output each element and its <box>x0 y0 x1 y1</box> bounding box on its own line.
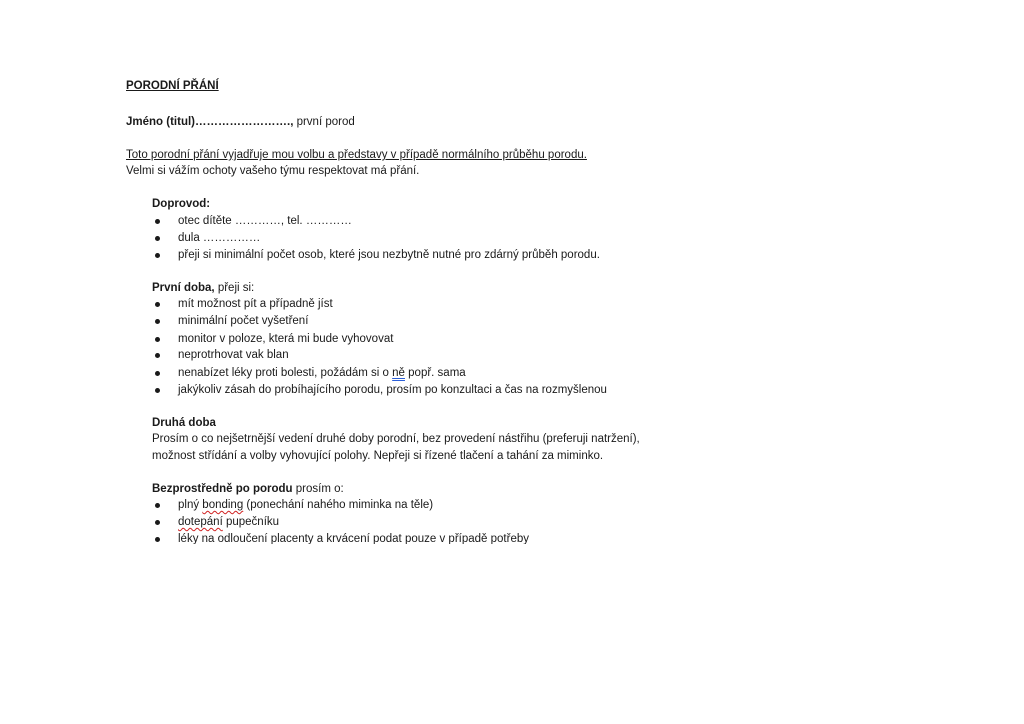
bullet-icon <box>155 503 160 508</box>
bullet-icon <box>155 388 160 393</box>
spelling-flagged-word[interactable]: dotepání <box>178 516 223 528</box>
paragraph-line: Prosím o co nejšetrnější vedení druhé doby porodní, bez provedení nástřihu (preferuji natržení), <box>152 433 640 445</box>
bullet-icon <box>155 253 160 258</box>
list-item-text <box>178 365 466 381</box>
spelling-flagged-word[interactable]: bonding <box>202 499 244 511</box>
intro-line-1: Toto porodní přání vyjadřuje mou volbu a představy v případě normálního průběhu porodu. <box>126 149 587 161</box>
document-title: PORODNÍ PŘÁNÍ <box>126 80 219 92</box>
list-item-text <box>178 497 433 513</box>
bullet-icon <box>155 520 160 525</box>
grammar-flagged-word[interactable]: ně <box>392 367 405 379</box>
text-fragment: pupečníku <box>222 516 280 528</box>
bullet-icon <box>155 302 160 307</box>
section-heading-po-porodu <box>152 481 344 497</box>
bullet-icon <box>155 219 160 224</box>
text-fragment: (ponechání nahého miminka na těle) <box>243 499 434 511</box>
text-fragment: nenabízet léky proti bolesti, požádám si o <box>178 367 393 379</box>
list-item-text: mít možnost pít a případně jíst <box>178 298 333 310</box>
section-heading-bold: Bezprostředně po porodu <box>152 483 293 495</box>
section-heading-bold: První doba, <box>152 282 215 294</box>
text-fragment: popř. sama <box>404 367 466 379</box>
section-heading-prvni-doba <box>152 280 254 296</box>
list-item-text: jakýkoliv zásah do probíhajícího porodu, prosím po konzultaci a čas na rozmyšlenou <box>178 384 607 396</box>
bullet-icon <box>155 337 160 342</box>
list-item-text: dula …………… <box>178 232 261 244</box>
intro-line-2: Velmi si vážím ochoty vašeho týmu respektovat má přání. <box>126 165 420 177</box>
bullet-icon <box>155 371 160 376</box>
list-item-text: monitor v poloze, která mi bude vyhovovat <box>178 333 394 345</box>
list-item-text: otec dítěte …………, tel. ………… <box>178 215 352 227</box>
section-heading-druha-doba: Druhá doba <box>152 417 216 429</box>
text-fragment: plný <box>178 499 203 511</box>
paragraph-line: možnost střídání a volby vyhovující polohy. Nepřeji si řízené tlačení a tahání za miminko. <box>152 450 604 462</box>
document-page <box>126 78 726 544</box>
bullet-icon <box>155 236 160 241</box>
list-item-text: přeji si minimální počet osob, které jsou nezbytně nutné pro zdárný průběh porodu. <box>178 249 600 261</box>
section-heading-suffix: přeji si: <box>214 282 255 294</box>
name-suffix: první porod <box>293 116 355 128</box>
name-line <box>126 114 355 130</box>
name-label: Jméno (titul)……………………., <box>126 116 294 128</box>
bullet-icon <box>155 537 160 542</box>
list-item-text: minimální počet vyšetření <box>178 315 309 327</box>
list-item-text: léky na odloučení placenty a krvácení podat pouze v případě potřeby <box>178 533 529 544</box>
bullet-icon <box>155 353 160 358</box>
section-heading-suffix: prosím o: <box>292 483 344 495</box>
bullet-icon <box>155 319 160 324</box>
section-heading-doprovod: Doprovod: <box>152 198 211 210</box>
list-item-text: neprotrhovat vak blan <box>178 349 289 361</box>
list-item-text <box>178 514 279 530</box>
